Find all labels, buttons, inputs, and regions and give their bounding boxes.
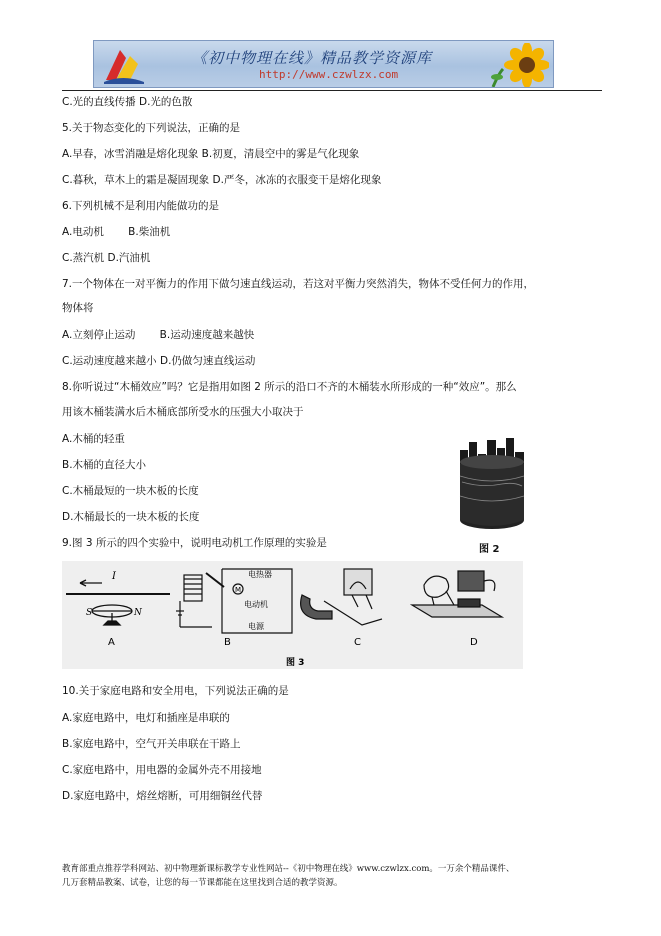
question-9: 9.图 3 所示的四个实验中，说明电动机工作原理的实验是 bbox=[62, 537, 327, 549]
figure-2-barrel bbox=[452, 436, 532, 532]
fig3-motor-symbol: M bbox=[235, 586, 242, 594]
question-10: 10.关于家庭电路和安全用电，下列说法正确的是 bbox=[62, 685, 289, 697]
question-5: 5.关于物态变化的下列说法，正确的是 bbox=[62, 122, 241, 134]
footer-line: 几万套精品教案、试卷，让您的每一节课都能在这里找到合适的教学资源。 bbox=[62, 878, 343, 888]
option-line: B.家庭电路中，空气开关串联在干路上 bbox=[62, 738, 241, 750]
site-logo-icon bbox=[100, 44, 146, 86]
fig3-current-label: I bbox=[112, 571, 116, 582]
question-8-cont: 用该木桶装满水后木桶底部所受水的压强大小取决于 bbox=[62, 406, 304, 418]
option-line: C.木桶最短的一块木板的长度 bbox=[62, 485, 199, 497]
fig3-motor-label: 电动机 bbox=[244, 600, 268, 609]
question-7-cont: 物体将 bbox=[62, 302, 94, 314]
option-line: A.木桶的轻重 bbox=[62, 433, 125, 445]
figure-3-experiments bbox=[62, 561, 523, 669]
question-7: 7.一个物体在一对平衡力的作用下做匀速直线运动，若这对平衡力突然消失，物体不受任何力的作用， bbox=[62, 278, 535, 290]
fig3-north-label: N bbox=[134, 608, 142, 618]
option-line: D.木桶最长的一块木板的长度 bbox=[62, 511, 200, 523]
banner-title: 《初中物理在线》精品教学资源库 bbox=[192, 49, 433, 67]
page-footer bbox=[62, 862, 602, 890]
fig3-label-a: A bbox=[108, 637, 115, 648]
option-line: A.早春，冰雪消融是熔化现象 B.初夏，清晨空中的雾是气化现象 bbox=[62, 148, 360, 160]
option-line: C.暮秋，草木上的霜是凝固现象 D.严冬，冰冻的衣服变干是熔化现象 bbox=[62, 174, 382, 186]
fig3-label-c: C bbox=[354, 637, 361, 648]
question-6: 6.下列机械不是利用内能做功的是 bbox=[62, 200, 220, 212]
option-line: C.蒸汽机 D.汽油机 bbox=[62, 252, 151, 264]
sunflower-icon bbox=[489, 43, 549, 87]
option-line: D.家庭电路中，熔丝熔断，可用细铜丝代替 bbox=[62, 790, 263, 802]
fig3-south-label: S bbox=[86, 608, 93, 618]
option-line: C.运动速度越来越小 D.仍做匀速直线运动 bbox=[62, 355, 256, 367]
banner-url[interactable]: http://www.czwlzx.com bbox=[259, 68, 399, 81]
figure-3-caption: 图 3 bbox=[286, 658, 305, 668]
fig3-power-label: 电源 bbox=[248, 622, 264, 631]
question-8: 8.你听说过“木桶效应”吗？它是指用如图 2 所示的沿口不齐的木桶装水所形成的一种“效应”。那么 bbox=[62, 381, 517, 393]
option-line: C.家庭电路中，用电器的金属外壳不用接地 bbox=[62, 764, 262, 776]
figure-2-caption: 图 2 bbox=[479, 544, 500, 555]
option-line: A.立刻停止运动 B.运动速度越来越快 bbox=[62, 329, 255, 341]
fig3-label-d: D bbox=[470, 637, 478, 648]
option-line: B.木桶的直径大小 bbox=[62, 459, 147, 471]
option-line: C.光的直线传播 D.光的色散 bbox=[62, 96, 193, 108]
option-line: A.家庭电路中，电灯和插座是串联的 bbox=[62, 712, 230, 724]
fig3-label-b: B bbox=[224, 637, 231, 648]
option-line: A.电动机 B.柴油机 bbox=[62, 226, 171, 238]
site-banner bbox=[93, 40, 554, 88]
fig3-heater-label: 电热器 bbox=[248, 570, 272, 579]
footer-line: 教育部重点推荐学科网站、初中物理新课标教学专业性网站--《初中物理在线》www.czwlzx.com。一万余个精品课件、 bbox=[62, 864, 515, 874]
header-rule bbox=[62, 90, 602, 91]
